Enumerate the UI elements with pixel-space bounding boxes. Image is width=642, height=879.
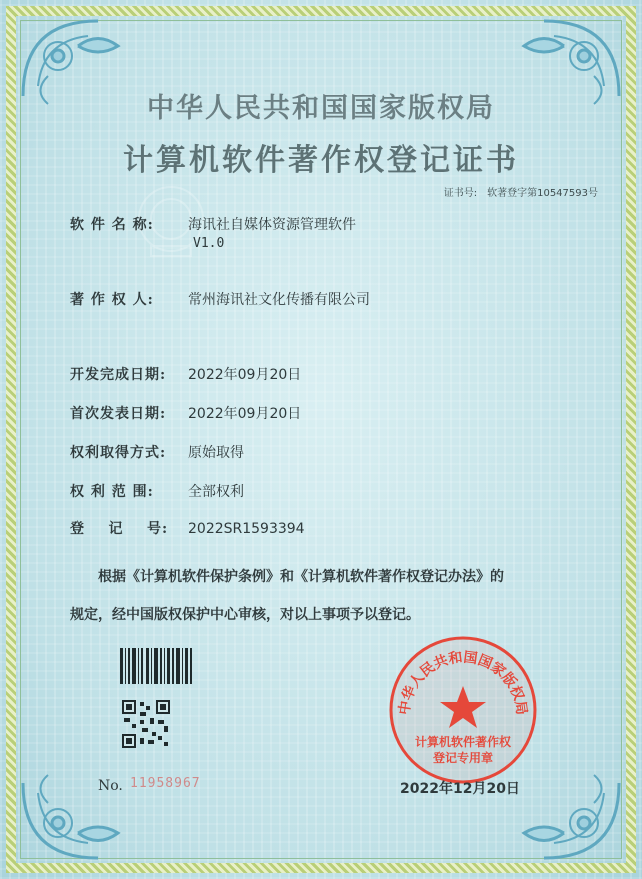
statement-line-2: 规定，经中国版权保护中心审核，对以上事项予以登记。 [70,607,420,623]
field-row [70,364,301,384]
registration-number-label: 登 记 号: [70,521,169,537]
qr-code-icon [122,700,170,748]
completion-date-value: 2022年09月20日 [188,367,302,383]
certificate-title: 计算机软件著作权登记证书 [123,143,519,178]
software-name-value: 海讯社自媒体资源管理软件 [188,217,356,233]
field-row [70,442,244,462]
certificate-number-value: 软著登字第10547593号 [487,188,598,199]
software-name-label: 软 件 名 称: [70,217,154,233]
serial-number: 11958967 [130,776,201,791]
publish-date-value: 2022年09月20日 [188,406,302,422]
acquisition-method-value: 原始取得 [188,445,244,461]
field-row [70,518,305,538]
serial-label: No. [98,778,123,794]
statement-line-1: 根据《计算机软件保护条例》和《计算机软件著作权登记办法》的 [98,569,504,585]
issue-date: 2022年12月20日 [400,781,520,797]
rights-scope-value: 全部权利 [188,484,244,500]
rights-scope-label: 权 利 范 围: [70,484,154,500]
seal-inner-line-1: 计算机软件著作权 [414,735,512,749]
corner-ornament-icon [504,773,624,863]
certificate-number [434,184,598,199]
seal-ring-text: 中华人民共和国国家版权局 [396,649,530,716]
copyright-owner-label: 著 作 权 人: [70,292,154,308]
publish-date-label: 首次发表日期: [70,406,167,422]
field-row [70,481,244,501]
software-version: V1.0 [193,236,225,251]
issuer-title: 中华人民共和国国家版权局 [147,93,495,124]
field-row [70,289,370,309]
registration-number-value: 2022SR1593394 [188,521,305,537]
acquisition-method-label: 权利取得方式: [70,445,167,461]
field-row [70,403,301,423]
copyright-owner-value: 常州海讯社文化传播有限公司 [188,292,370,308]
completion-date-label: 开发完成日期: [70,367,167,383]
seal-inner-line-2: 登记专用章 [432,751,494,765]
field-row [70,214,356,234]
barcode-icon [120,648,192,684]
certificate-number-label: 证书号: [443,188,478,199]
official-seal-icon [387,634,539,786]
